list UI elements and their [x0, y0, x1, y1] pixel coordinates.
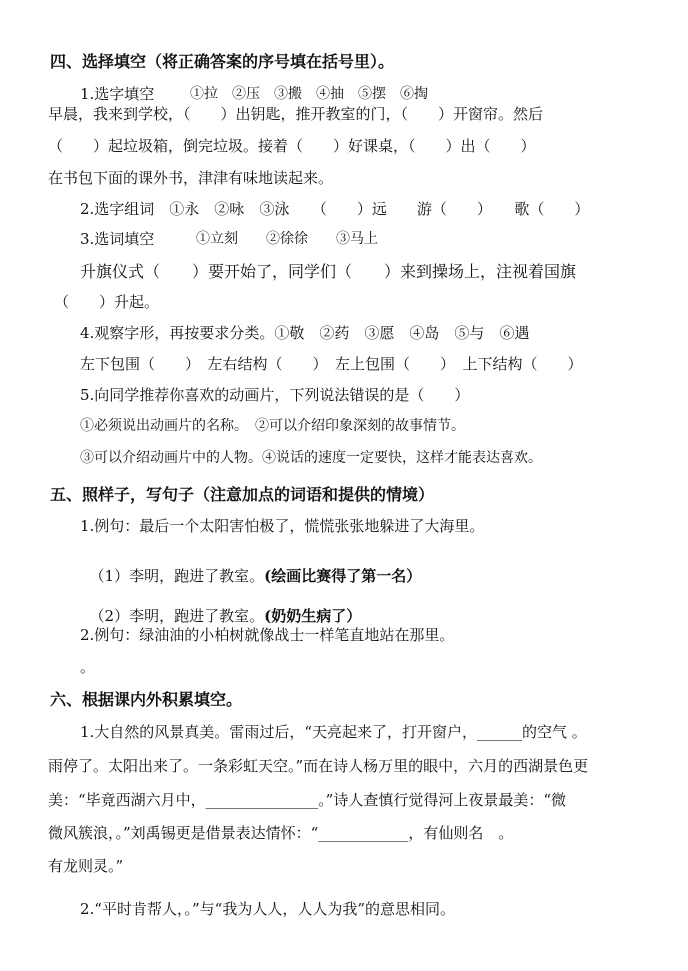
s5-item-1	[80, 546, 421, 586]
s6-p1-line3: 美：“毕竟西湖六月中，_______________。”诗人查慎行觉得河上夜景最美：“微	[48, 791, 567, 809]
q4-prompt: 4.观察字形，再按要求分类。①敬 ②药 ③愿 ④岛 ⑤与 ⑥遇	[80, 324, 530, 342]
s6-p1-line4: 微风簇浪，。”刘禹锡更是借景表达情怀：“____________，有仙则名 。	[48, 824, 514, 842]
q1-text-line3: 在书包下面的课外书，津津有味地读起来。	[48, 169, 334, 187]
q3-prompt: 3.选词填空	[80, 230, 155, 248]
s6-p2-line: 2.“平时肯帮人，。”与“我为人人，人人为我”的意思相同。	[80, 900, 455, 918]
q5-options-line1: ①必须说出动画片的名称。 ②可以介绍印象深刻的故事情节。	[80, 418, 465, 434]
s5-period: 。	[80, 658, 96, 676]
q1-text-line1: 早晨，我来到学校，（ ）出钥匙，推开教室的门，（ ）开窗帘。然后	[48, 105, 544, 123]
q1-text-line2: （ ）起垃圾箱，倒完垃圾。接着（ ）好课桌，（ ）出（ ）	[48, 137, 536, 155]
s6-p1-line1: 1.大自然的风景真美。雷雨过后，“天亮起来了，打开窗户，______的空气 。	[80, 723, 587, 741]
q2-line: 2.选字组词 ①永 ②咏 ③泳 （ ）远 游（ ） 歌（ ）	[80, 200, 590, 218]
q1-prompt: 1.选字填空	[80, 85, 155, 103]
q3-text-line1: 升旗仪式（ ）要开始了，同学们（ ）来到操场上，注视着国旗	[80, 262, 577, 281]
s5-item-1-text: （1）李明，跑进了教室。	[89, 567, 265, 585]
q3-options: ①立刻 ②徐徐 ③马上	[196, 231, 378, 247]
q4-categories: 左下包围（ ） 左右结构（ ） 左上包围（ ） 上下结构（ ）	[80, 355, 583, 373]
s5-item-1-hint: (绘画比赛得了第一名）	[264, 567, 422, 585]
s6-p1-line2: 雨停了。太阳出来了。一条彩虹天空。”而在诗人杨万里的眼中，六月的西湖景色更	[48, 757, 589, 775]
s5-example-1: 1.例句：最后一个太阳害怕极了，慌慌张张地躲进了大海里。	[80, 517, 485, 535]
section-6-title: 六、根据课内外积累填空。	[50, 690, 243, 709]
section-4-title: 四、选择填空（将正确答案的序号填在括号里）。	[50, 52, 395, 71]
section-5-title: 五、照样子，写句子（注意加点的词语和提供的情境）	[50, 485, 435, 504]
q5-prompt: 5.向同学推荐你喜欢的动画片，下列说法错误的是（ ）	[80, 386, 470, 404]
s6-p1-line5: 有龙则灵。”	[48, 857, 124, 875]
s5-item-2-text: （2）李明，跑进了教室。	[89, 607, 265, 625]
s5-example-2: 2.例句：绿油油的小柏树就像战士一样笔直地站在那里。	[80, 626, 455, 644]
q3-text-line2: （ ）升起。	[54, 293, 160, 311]
s5-item-2	[80, 586, 361, 626]
q5-options-line2: ③可以介绍动画片中的人物。④说话的速度一定要快，这样才能表达喜欢。	[80, 450, 542, 466]
s5-item-2-hint: (奶奶生病了）	[264, 607, 362, 625]
q1-options: ①拉 ②压 ③搬 ④抽 ⑤摆 ⑥掏	[190, 86, 428, 102]
